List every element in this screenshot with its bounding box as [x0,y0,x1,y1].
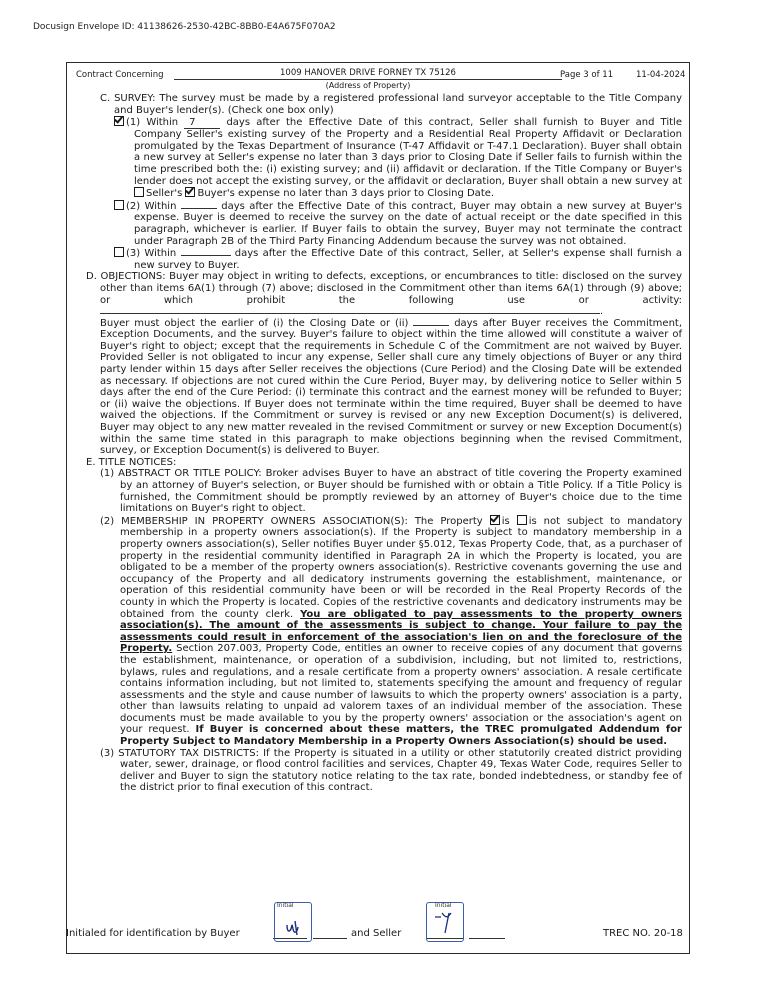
c2-prefix: (2) Within [126,200,177,212]
c1-seller-checkbox[interactable] [134,187,144,197]
c3-checkbox[interactable] [114,247,124,257]
contract-body [86,93,682,794]
section-d-objections: D. OBJECTIONS: Buyer may object in writing to defects, exceptions, or encumbrances to title: disclosed on the survey other than items 6A(1) through (7) above; disclosed in the Commitment other than items 6A(1) through (9) above; or which prohibit the following use or activity: . [86,271,682,318]
buyer-initial-box[interactable] [274,902,312,942]
e2-bold-warning: You are obligated to pay assessments to the property owners association(s). The amount of the assessments is subject to change. Your failure to pay the assessments could result in enforcement of the association's lien on and the foreclosure of the Property. [120,608,682,655]
trec-form-number: TREC NO. 20-18 [603,928,683,939]
contract-concerning-label: Contract Concerning [76,70,164,80]
e2-text-a: (2) MEMBERSHIP IN PROPERTY OWNERS ASSOCIATION(S): The Property [100,515,483,527]
d-text-a: Buyer must object the earlier of (i) the Closing Date or (ii) [100,317,409,329]
c1-text: days after the Effective Date of this contract, Seller shall furnish to Buyer and Title Company Seller's existing survey of the Property and a Residential Real Property Affidavit or Declaration promulgated by the Texas Department of Insurance (T-47 Affidavit or T-47.1 Declaration). Buyer shall obtain a new survey at Seller's expense no later than 3 days prior to Closing Date if Seller fails to furnish within the time prescribed both the: (i) existing survey; and (ii) affidavit or declaration. If the Title Company or Buyer's lender does not accept the existing survey, or the affidavit or declaration, Buyer shall obtain a new survey at [134,117,682,187]
e2-is-checkbox[interactable] [490,515,500,525]
d-days-field[interactable] [413,325,449,326]
seller-initial-box[interactable] [426,902,464,942]
buyer-initial-label: Initialed for identification by Buyer [66,928,240,939]
address-caption: (Address of Property) [325,81,411,90]
envelope-id: Docusign Envelope ID: 41138626-2530-42BC-8BB0-E4A675F070A2 [33,22,336,32]
c3-text: days after the Effective Date of this contract, Seller, at Seller's expense shall furnish a new survey to Buyer. [134,248,682,271]
seller-initial-line-2[interactable] [469,938,505,939]
header-date: 11-04-2024 [636,70,686,80]
e2-isnot-checkbox[interactable] [517,515,527,525]
c2-text: days after the Effective Date of this contract, Buyer may obtain a new survey at Buyer's expense. Buyer is deemed to receive the survey on the date of actual receipt or the date specified in this paragraph, whichever is earlier. If Buyer fails to obtain the survey, Buyer may not terminate the contract under Paragraph 2B of the Third Party Financing Addendum because the survey was not obtained. [134,200,682,247]
e2-text-c: Section 207.003, Property Code, entitles an owner to receive copies of any document that governs the establishment, maintenance, or operation of a subdivision, including, but not limited to, restrictions, bylaws, rules and regulations, and a resale certificate from a property owners' association. A resale certificate contains information including, but not limited to, statements specifying the amount and frequency of regular assessments and the style and cause number of lawsuits to which the property owners' association is a party, other than lawsuits relating to unpaid ad valorem taxes of an individual member of the association. These documents must be made available to you by the property owners' association or the association's agent on your request. [120,643,682,736]
c1-checkbox[interactable] [114,116,124,126]
section-e3: (3) STATUTORY TAX DISTRICTS: If the Property is situated in a utility or other statutorily created district providing water, sewer, drainage, or flood control facilities and services, Chapter 49, Texas Water Code, requires Seller to deliver and Buyer to sign the statutory notice relating to the tax rate, bonded indebtedness, or standby fee of the district prior to final execution of this contract. [100,747,682,794]
section-d-body [86,318,682,457]
d-objections-text: D. OBJECTIONS: Buyer may object in writing to defects, exceptions, or encumbrances to title: disclosed on the survey other than items 6A(1) through (7) above; disclosed in the Commitment other than items 6A(1) through (9) above; or which prohibit the following use or activity: [86,271,682,306]
c1-prefix: (1) Within [126,117,179,129]
section-e2 [86,515,682,748]
c3-prefix: (3) Within [126,248,177,260]
c1-days-field[interactable]: 7 [184,118,220,129]
e2-bold-addendum: If Buyer is concerned about these matters, the TREC promulgated Addendum for Property Subject to Mandatory Membership in a Property Owners Association(s) should be used. [120,724,682,748]
e2-isnot-label: is not subject [528,515,604,527]
c1-buyer-text: Buyer's expense no later than 3 days prior to Closing Date. [197,188,495,200]
seller-initial-caption: Initial [435,902,452,909]
c2-checkbox[interactable] [114,200,124,210]
c3-days-field[interactable] [181,255,231,256]
e2-is-label: is [501,515,510,527]
e2-text-b: to mandatory membership in a property owners association(s). If the Property is subject to mandatory membership in a property owners association(s), Seller notifies Buyer under §5.012, Texas Property Code, that, as a purchaser of property in the residential community identified in Paragraph 2A in which the Property is located, you are obligated to be a member of the property owners association(s). Restrictive covenants governing the use and occupancy of the Property and all dedicatory instruments governing the establishment, maintenance, or operation of this residential community have been or will be recorded in the Real Property Records of the county in which the Property is located. Copies of the restrictive covenants and dedicatory instruments may be obtained from the county clerk. [120,515,682,620]
section-c3 [86,247,682,271]
seller-initial-label: and Seller [351,928,402,939]
address-underline [174,79,562,80]
page-number: Page 3 of 11 [560,70,614,80]
section-e1: (1) ABSTRACT OR TITLE POLICY: Broker advises Buyer to have an abstract of title covering the Property examined by an attorney of Buyer's selection, or Buyer should be furnished with or obtain a Title Policy. If a Title Policy is furnished, the Commitment should be promptly reviewed by an attorney of Buyer's choice due to the time limitations on Buyer's right to object. [100,468,682,515]
section-c2 [86,200,682,247]
c2-days-field[interactable] [181,208,217,209]
d-text-b: days after Buyer receives the Commitment, Exception Documents, and the survey. Buyer's failure to object within the time allowed will constitute a waiver of Buyer's right to object; except that the requirements in Schedule C of the Commitment are not waived by Buyer. Provided Seller is not obligated to incur any expense, Seller shall cure any timely objections of Buyer or any third party lender within 15 days after Seller receives the objections (Cure Period) and the Closing Date will be extended as necessary. If objections are not cured within the Cure Period, Buyer may, by delivering notice to Seller within 5 days after the end of the Cure Period: (i) terminate this contract and the earnest money will be refunded to Buyer; or (ii) waive the objections. If Buyer does not terminate within the time required, Buyer shall be deemed to have waived the objections. If the Commitment or survey is revised or any new Exception Document(s) is delivered, Buyer may object to any new matter revealed in the revised Commitment or survey or new Exception Document(s) within the same time stated in this paragraph to make objections beginning when the revised Commitment, survey, or Exception Document(s) is delivered to Buyer. [100,317,683,457]
section-c-survey: C. SURVEY: The survey must be made by a registered professional land surveyor acceptable to the Title Company and Buyer's lender(s). (Check one box only) [100,93,682,116]
c1-seller-label: Seller's [146,188,183,200]
c1-buyer-checkbox[interactable] [185,187,195,197]
property-address: 1009 HANOVER DRIVE FORNEY TX 75126 [280,68,456,78]
buyer-initial-caption: Initial [277,902,294,909]
d-activity-field[interactable] [100,313,600,314]
section-e-title: E. TITLE NOTICES: [86,456,177,468]
buyer-initial-line-2[interactable] [313,938,347,939]
section-c1 [86,116,682,200]
